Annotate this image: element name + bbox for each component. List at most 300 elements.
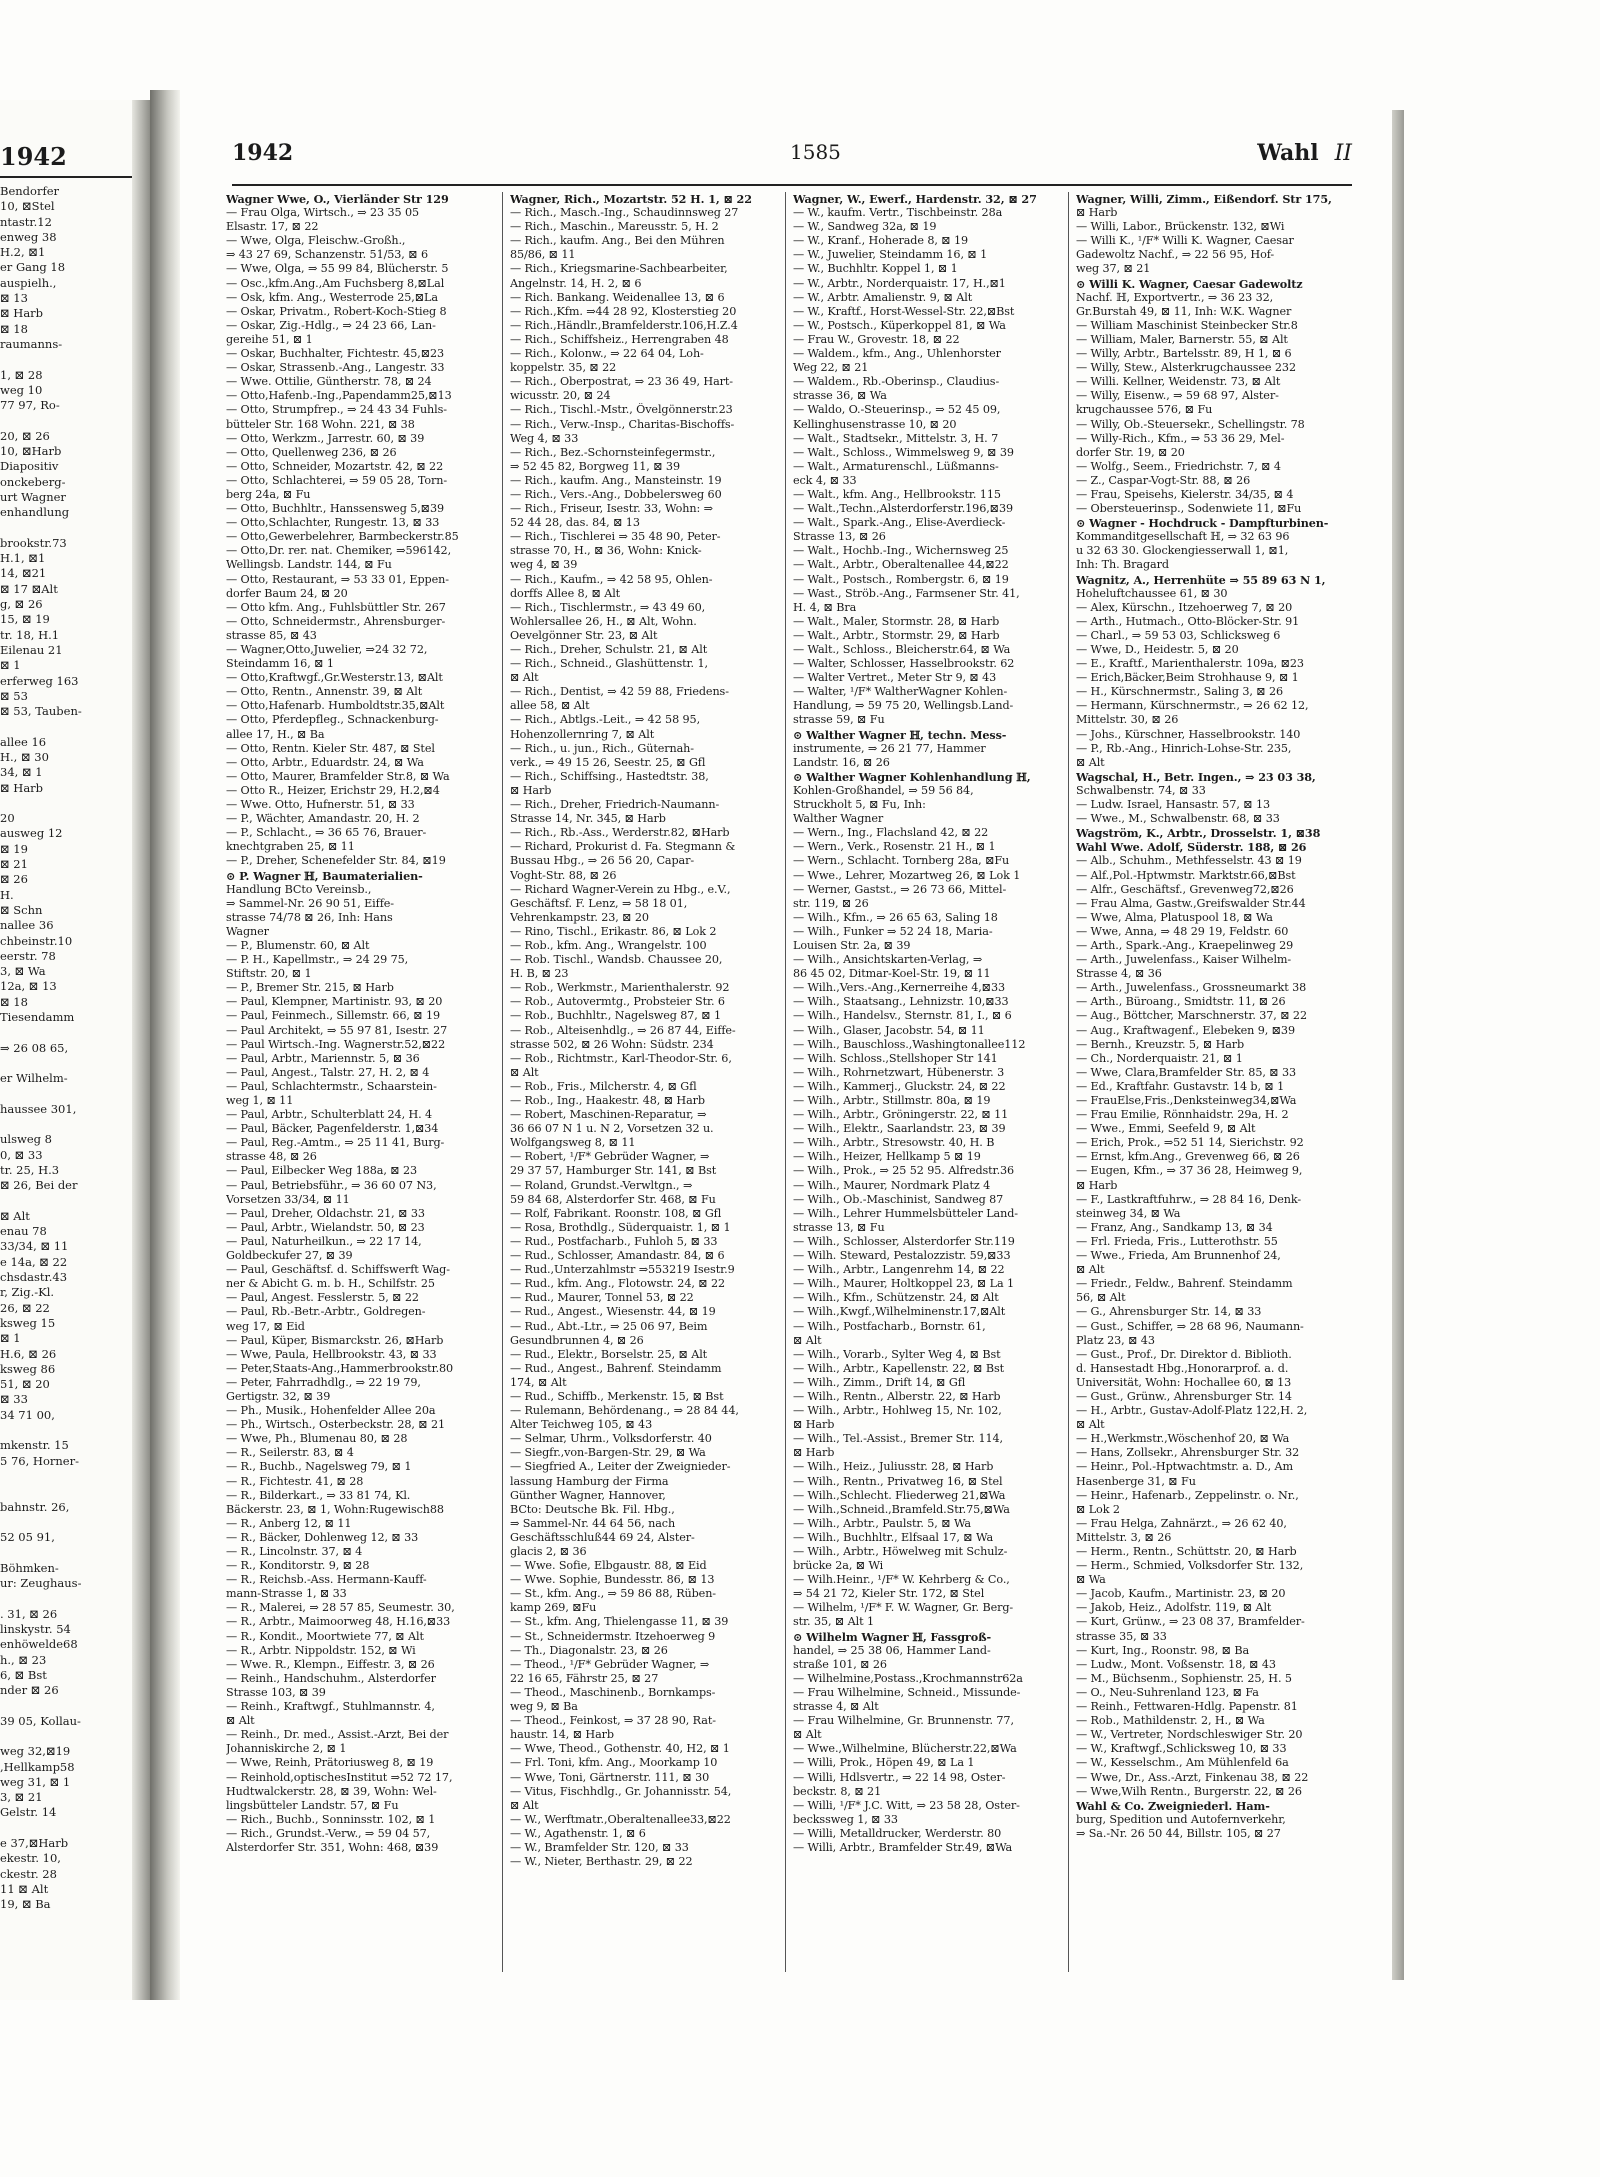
left-page-line: ⇒ 26 08 65, [0, 1040, 69, 1055]
directory-entry-line: u 32 63 30. Glockengiesserwall 1, ⊠1, [1076, 544, 1289, 558]
directory-column-2 [510, 192, 778, 1972]
directory-entry-line: brücke 2a, ⊠ Wi [793, 1559, 884, 1573]
directory-entry-line: — Rich., Grundst.-Verw., ⇒ 59 04 57, [226, 1826, 431, 1840]
header-rule [232, 184, 1352, 186]
directory-entry-line: weg 1, ⊠ 11 [226, 1094, 294, 1107]
left-page-line: ntastr.12 [0, 214, 52, 229]
directory-entry-line: — Wwe, Alma, Platuspool 18, ⊠ Wa [1076, 910, 1273, 924]
left-page-line: ⊠ 26 [0, 872, 28, 887]
directory-entry-line: — Wilh., Heiz., Juliusstr. 28, ⊠ Harb [793, 1460, 994, 1474]
directory-entry-line: — Wern., Ing., Flachsland 42, ⊠ 22 [793, 826, 989, 840]
directory-entry-line: — Wilh., Kammerj., Gluckstr. 24, ⊠ 22 [793, 1079, 1006, 1093]
left-page-line: 52 05 91, [0, 1530, 55, 1545]
directory-entry-line: — Rolf, Fabrikant. Roonstr. 108, ⊠ Gfl [510, 1206, 722, 1220]
directory-entry-line: Wagner [226, 924, 269, 938]
directory-entry-line: — Walt.,Techn.,Alsterdorferstr.196,⊠39 [793, 502, 1013, 516]
directory-entry-line: Vorsetzen 33/34, ⊠ 11 [226, 1192, 350, 1206]
left-page-line: ekestr. 10, [0, 1851, 61, 1866]
left-page-line [0, 1545, 132, 1560]
directory-entry-line: — Robert, ¹/F* Gebrüder Wagner, ⇒ [510, 1150, 710, 1164]
directory-entry-line: — Osc.,kfm.Ang.,Am Fuchsberg 8,⊠Lal [226, 276, 445, 290]
left-page-line: 12a, ⊠ 13 [0, 979, 57, 994]
directory-entry-line: — Rich., Vers.-Ang., Dobbelersweg 60 [510, 487, 722, 501]
directory-entry-line: Strasse 13, ⊠ 26 [793, 530, 886, 544]
directory-entry-line: Weg 22, ⊠ 21 [793, 361, 869, 375]
directory-entry-line: — W., Agathenstr. 1, ⊠ 6 [510, 1826, 646, 1840]
directory-entry-line: Steindamm 16, ⊠ 1 [226, 657, 334, 671]
directory-entry-line: — Paul, Klempner, Martinistr. 93, ⊠ 20 [226, 995, 443, 1009]
directory-entry-line: — Wilh.Heinr., ¹/F* W. Kehrberg & Co., [793, 1573, 1010, 1587]
directory-entry-line: — F., Lastkraftfuhrw., ⇒ 28 84 16, Denk- [1076, 1192, 1302, 1206]
directory-entry-line: ⇒ Sammel-Nr. 44 64 56, nach [510, 1516, 676, 1530]
directory-entry-line: — Otto R., Heizer, Erichstr 29, H.2,⊠4 [226, 783, 440, 797]
directory-entry-line: — Wilh., Elektr., Saarlandstr. 23, ⊠ 39 [793, 1122, 1006, 1136]
directory-entry-line: Voght-Str. 88, ⊠ 26 [510, 868, 617, 882]
directory-entry-line: — Wwe., Frieda, Am Brunnenhof 24, [1076, 1249, 1281, 1263]
directory-entry-line: — Wast., Ströb.-Ang., Farmsener Str. 41, [793, 586, 1020, 600]
directory-entry-line: — Rich., Maschin., Mareusstr. 5, H. 2 [510, 220, 719, 234]
directory-entry-line: — Aug., Kraftwagenf., Elebeken 9, ⊠39 [1076, 1023, 1295, 1037]
directory-entry-line: — Otto, Strumpfrep., ⇒ 24 43 34 Fuhls- [226, 403, 447, 417]
directory-entry-line: — Walt., Stadtsekr., Mittelstr. 3, H. 7 [793, 431, 999, 445]
directory-entry-line: ner & Abicht G. m. b. H., Schilfstr. 25 [226, 1277, 435, 1291]
left-page-line [0, 1056, 132, 1071]
left-page-line: ⊠ Harb [0, 306, 44, 321]
directory-entry-line: — Frl. Toni, kfm. Ang., Moorkamp 10 [510, 1756, 718, 1770]
left-page-line [0, 1515, 132, 1530]
directory-entry-line: mann-Strasse 1, ⊠ 33 [226, 1587, 347, 1601]
left-page-line: 1, ⊠ 28 [0, 367, 43, 382]
directory-entry-line: — Walt., Hochb.-Ing., Wichernsweg 25 [793, 544, 1009, 558]
directory-entry-line: — Wwe, Paula, Hellbrookstr. 43, ⊠ 33 [226, 1347, 437, 1361]
directory-entry-line: — Otto, Maurer, Bramfelder Str.8, ⊠ Wa [226, 769, 450, 783]
left-page-line: ⊠ 18 [0, 994, 28, 1009]
directory-entry-line: — Wilh., Staatsang., Lehnizstr. 10,⊠33 [793, 995, 1009, 1009]
directory-entry-line: lassung Hamburg der Firma [510, 1474, 669, 1488]
directory-entry-line: — W., kaufm. Vertr., Tischbeinstr. 28a [793, 206, 1003, 220]
directory-entry-line: strasse 74/78 ⊠ 26, Inh: Hans [226, 910, 393, 924]
directory-entry-line: — Otto, Schlachterei, ⇒ 59 05 28, Torn- [226, 473, 448, 487]
directory-entry-line: — R., Arbtr., Maimoorweg 48, H.16,⊠33 [226, 1615, 451, 1629]
left-page-line: h., ⊠ 23 [0, 1652, 47, 1667]
directory-entry-line: gereihe 51, ⊠ 1 [226, 332, 313, 346]
directory-entry-line: 59 84 68, Alsterdorfer Str. 468, ⊠ Fu [510, 1192, 716, 1206]
directory-entry-line: — Frau Alma, Gastw.,Greifswalder Str.44 [1076, 896, 1306, 910]
directory-page [180, 100, 1392, 1990]
directory-entry-line: knechtgraben 25, ⊠ 11 [226, 840, 355, 854]
directory-entry-line: — Arth., Juwelenfass., Grossneumarkt 38 [1076, 981, 1307, 995]
left-page-line: ⊠ 18 [0, 321, 28, 336]
directory-entry-line: — Wilh., Ob.-Maschinist, Sandweg 87 [793, 1192, 1004, 1206]
directory-entry-line: Walther Wagner [793, 812, 884, 826]
directory-entry-line: strasse 13, ⊠ Fu [793, 1220, 885, 1234]
directory-entry-line: Struckholt 5, ⊠ Fu, Inh: [793, 798, 926, 812]
directory-entry-line: Wagschal, H., Betr. Ingen., ⇒ 23 03 38, [1076, 769, 1316, 784]
directory-entry-line: — Rob., Mathildenstr. 2, H., ⊠ Wa [1076, 1714, 1265, 1728]
directory-entry-line: — Rud., Schlosser, Amandastr. 84, ⊠ 6 [510, 1249, 725, 1263]
directory-entry-line: — H., Arbtr., Gustav-Adolf-Platz 122,H. 2, [1076, 1404, 1308, 1418]
directory-entry-line: — Heinr., Hafenarb., Zeppelinstr. o. Nr., [1076, 1488, 1299, 1502]
directory-entry-line: — Wern., Schlacht. Tornberg 28a, ⊠Fu [793, 854, 1010, 868]
directory-entry-line: Gadewoltz Nachf., ⇒ 22 56 95, Hof- [1076, 248, 1275, 262]
directory-entry-line: ⊠ Alt [510, 1065, 539, 1079]
directory-entry-line: — Bernh., Kreuzstr. 5, ⊠ Harb [1076, 1037, 1245, 1051]
directory-entry-line: — Alfr., Geschäftsf., Grevenweg72,⊠26 [1076, 882, 1294, 896]
directory-entry-line: ⇒ 54 21 72, Kieler Str. 172, ⊠ Stel [793, 1587, 985, 1601]
left-page-line: 77 97, Ro- [0, 398, 60, 413]
directory-entry-line: — Rich., u. jun., Rich., Güternah- [510, 741, 694, 755]
directory-entry-line: — Otto, Rentn., Annenstr. 39, ⊠ Alt [226, 685, 423, 699]
directory-entry-line: 22 16 65, Fährstr 25, ⊠ 27 [510, 1671, 659, 1685]
left-page-line: 14, ⊠21 [0, 566, 47, 581]
directory-entry-line: — Rich., kaufm. Ang., Bei den Mühren [510, 234, 725, 248]
directory-entry-line: — R., Kondit., Moortwiete 77, ⊠ Alt [226, 1629, 424, 1643]
directory-entry-line: — Paul, Küper, Bismarckstr. 26, ⊠Harb [226, 1333, 444, 1347]
directory-entry-line: Landstr. 16, ⊠ 26 [793, 755, 890, 769]
left-page-gutter-shadow [132, 100, 150, 2000]
directory-entry-line: — Wilh., Glaser, Jacobstr. 54, ⊠ 11 [793, 1023, 985, 1037]
directory-entry-line: str. 35, ⊠ Alt 1 [793, 1615, 874, 1629]
directory-entry-line: — Rich., Schiffsing., Hastedtstr. 38, [510, 769, 709, 783]
left-page-line [0, 1025, 132, 1040]
directory-entry-line: bütteler Str. 168 Wohn. 221, ⊠ 38 [226, 417, 415, 431]
directory-entry-line: — Reinh., Fettwaren-Hdlg. Papenstr. 81 [1076, 1700, 1298, 1714]
directory-entry-line: — Wilh., Postfacharb., Bornstr. 61, [793, 1319, 986, 1333]
directory-entry-line: Strasse 4, ⊠ 36 [1076, 967, 1162, 981]
left-page-line: ⊠ 1 [0, 1331, 21, 1346]
directory-entry-line: — Willy-Rich., Kfm., ⇒ 53 36 29, Mel- [1076, 431, 1285, 445]
directory-entry-line: — Wilh., Kfm., ⇒ 26 65 63, Saling 18 [793, 910, 998, 924]
directory-entry-line: — Walt., kfm. Ang., Hellbrookstr. 115 [793, 487, 1001, 501]
directory-entry-line: Handlung BCto Vereinsb., [226, 882, 372, 896]
directory-entry-line: — Wwe.,Wilhelmine, Blücherstr.22,⊠Wa [793, 1742, 1017, 1756]
directory-entry-line: — Walt., Maler, Stormstr. 28, ⊠ Harb [793, 614, 1000, 628]
directory-entry-line: — Rud., Elektr., Borselstr. 25, ⊠ Alt [510, 1347, 708, 1361]
directory-entry-line: — R., Lincolnstr. 37, ⊠ 4 [226, 1545, 363, 1558]
directory-entry-line: — Arth., Hutmach., Otto-Blöcker-Str. 91 [1076, 614, 1300, 628]
left-page-line: 0, ⊠ 33 [0, 1147, 43, 1162]
left-page-line: onckeberg- [0, 474, 66, 489]
directory-entry-line: — Osk, kfm. Ang., Westerrode 25,⊠La [226, 290, 438, 304]
directory-entry-line: — Wwe, Toni, Gärtnerstr. 111, ⊠ 30 [510, 1770, 710, 1784]
directory-entry-line: Wahl Wwe. Adolf, Süderstr. 188, ⊠ 26 [1076, 840, 1307, 855]
left-page-line: ur: Zeughaus- [0, 1576, 82, 1591]
directory-entry-line: — P., Schlacht., ⇒ 36 65 76, Brauer- [226, 826, 427, 840]
directory-entry-line: — Otto, Schneider, Mozartstr. 42, ⊠ 22 [226, 459, 444, 473]
left-page-line: H.6, ⊠ 26 [0, 1346, 57, 1361]
left-page-line: 15, ⊠ 19 [0, 612, 50, 627]
directory-entry-line: strasse 85, ⊠ 43 [226, 628, 317, 642]
directory-entry-line: ⊠ Harb [1076, 1178, 1118, 1192]
directory-entry-line: — Rich., Oberpostrat, ⇒ 23 36 49, Hart- [510, 375, 733, 389]
left-page-header-rule [0, 176, 135, 178]
directory-entry-line: Schwalbenstr. 74, ⊠ 33 [1076, 783, 1206, 797]
left-page-header-year: 1942 [0, 142, 67, 171]
directory-entry-line: strasse 502, ⊠ 26 Wohn: Südstr. 234 [510, 1037, 714, 1051]
directory-entry-line: — Walt., Armaturenschl., Lüßmanns- [793, 459, 999, 473]
directory-entry-line: haustr. 14, ⊠ Harb [510, 1728, 614, 1742]
left-page-line: weg 31, ⊠ 1 [0, 1774, 71, 1789]
directory-entry-line: — Wilh., Arbtr., Stillmstr. 80a, ⊠ 19 [793, 1094, 991, 1107]
directory-entry-line: — Selmar, Uhrm., Volksdorferstr. 40 [510, 1432, 712, 1446]
directory-entry-line: — Rob., Alteisenhdlg., ⇒ 26 87 44, Eiffe- [510, 1023, 736, 1037]
directory-entry-line: — Rob., Fris., Milcherstr. 4, ⊠ Gfl [510, 1079, 697, 1093]
directory-entry-line: — R., Fichtestr. 41, ⊠ 28 [226, 1474, 364, 1488]
directory-entry-line: — Ludw., Mont. Voßsenstr. 18, ⊠ 43 [1076, 1657, 1276, 1671]
directory-entry-line: — Theod., Feinkost, ⇒ 37 28 90, Rat- [510, 1714, 716, 1728]
directory-entry-line: Hohenzollernring 7, ⊠ Alt [510, 727, 655, 741]
directory-entry-line: — Rich., Friseur, Isestr. 33, Wohn: ⇒ [510, 502, 713, 516]
directory-entry-line: — Ph., Musik., Hohenfelder Allee 20a [226, 1404, 436, 1418]
directory-entry-line: ⊠ Alt [510, 671, 539, 685]
directory-entry-line: — Rich., Tischl.-Mstr., Övelgönnerstr.23 [510, 403, 733, 417]
left-page-line: 34 71 00, [0, 1407, 55, 1422]
directory-entry-line: — Heinr., Pol.-Hptwachtmstr. a. D., Am [1076, 1460, 1294, 1474]
directory-entry-line: — Wilh., Tel.-Assist., Bremer Str. 114, [793, 1432, 1003, 1446]
left-page-line: 11 ⊠ Alt [0, 1881, 49, 1896]
directory-entry-line: 52 44 28, das. 84, ⊠ 13 [510, 516, 640, 530]
directory-entry-line: — O., Neu-Suhrenland 123, ⊠ Fa [1076, 1685, 1259, 1699]
directory-entry-line: — Reinh., Handschuhm., Alsterdorfer [226, 1671, 436, 1685]
directory-entry-line: — William, Maler, Barnerstr. 55, ⊠ Alt [1076, 332, 1288, 346]
directory-entry-line: 36 66 07 N 1 u. N 2, Vorsetzen 32 u. [510, 1122, 714, 1136]
directory-entry-line: ⊠ Alt [1076, 755, 1105, 769]
directory-entry-line: — Wilh., Arbtr., Stresowstr. 40, H. B [793, 1136, 995, 1150]
directory-entry-line: — Wwe, Ph., Blumenau 80, ⊠ 28 [226, 1432, 408, 1446]
directory-entry-line: — Rud., kfm. Ang., Flotowstr. 24, ⊠ 22 [510, 1277, 726, 1291]
directory-entry-line: — Peter,Staats-Ang.,Hammerbrookstr.80 [226, 1361, 454, 1375]
directory-entry-line: — Paul, Bäcker, Pagenfelderstr. 1,⊠34 [226, 1122, 439, 1136]
left-page-line: ,Hellkamp58 [0, 1759, 75, 1774]
directory-entry-line: BCto: Deutsche Bk. Fil. Hbg., [510, 1502, 675, 1516]
left-page-line: ksweg 15 [0, 1315, 56, 1330]
directory-entry-line: ⊙ Walther Wagner Kohlenhandlung ℍ, [793, 769, 1031, 784]
left-page-line: enweg 38 [0, 229, 57, 244]
directory-entry-line: ⊙ Wilhelm Wagner ℍ, Fassgroß- [793, 1629, 992, 1644]
left-page-line: H.2, ⊠1 [0, 245, 46, 260]
directory-entry-line: — Kurt, Ing., Roonstr. 98, ⊠ Ba [1076, 1643, 1250, 1657]
directory-entry-line: — Wwe. Ottilie, Güntherstr. 78, ⊠ 24 [226, 375, 432, 389]
directory-entry-line: Gertigstr. 32, ⊠ 39 [226, 1389, 331, 1403]
directory-entry-line: — Willi. Kellner, Weidenstr. 73, ⊠ Alt [1076, 375, 1281, 389]
column-divider [1068, 192, 1069, 1972]
left-page-line: chbeinstr.10 [0, 933, 73, 948]
directory-entry-line: — Z., Caspar-Vogt-Str. 88, ⊠ 26 [1076, 473, 1251, 487]
directory-entry-line: — Wilh., Arbtr., Paulstr. 5, ⊠ Wa [793, 1516, 971, 1530]
left-page-line: haussee 301, [0, 1101, 77, 1116]
directory-entry-line: ⇒ Sammel-Nr. 26 90 51, Eiffe- [226, 896, 394, 910]
left-page-line: 20, ⊠ 26 [0, 428, 50, 443]
directory-entry-line: — Paul, Arbtr., Mariennstr. 5, ⊠ 36 [226, 1051, 420, 1065]
directory-entry-line: Geschäftsf. F. Lenz, ⇒ 58 18 01, [510, 896, 688, 910]
directory-entry-line: weg 9, ⊠ Ba [510, 1700, 578, 1714]
directory-entry-line: — Frau Wilhelmine, Gr. Brunnenstr. 77, [793, 1714, 1014, 1728]
left-page-line [0, 1698, 132, 1713]
directory-entry-line: 56, ⊠ Alt [1076, 1291, 1126, 1305]
directory-entry-line: — Rich., Schneid., Glashüttenstr. 1, [510, 657, 708, 671]
directory-entry-line: — Wilh., Prok., ⇒ 25 52 95. Alfredstr.36 [793, 1164, 1015, 1178]
directory-entry-line: — Gust., Schiffer, ⇒ 28 68 96, Naumann- [1076, 1319, 1304, 1333]
left-page-line: enhandlung [0, 505, 70, 520]
directory-entry-line: dorffs Allee 8, ⊠ Alt [510, 586, 621, 600]
directory-entry-line: — Wilhelmine,Postass.,Krochmannstr62a [793, 1671, 1023, 1685]
directory-entry-line: — Wilhelm, ¹/F* F. W. Wagner, Gr. Berg- [793, 1601, 1014, 1615]
left-page-line: ⊠ 21 [0, 857, 28, 872]
directory-entry-line: Kommanditgesellschaft ℍ, ⇒ 32 63 96 [1076, 530, 1290, 544]
left-page-line [0, 1194, 132, 1209]
directory-entry-line: — Wilh., Vorarb., Sylter Weg 4, ⊠ Bst [793, 1347, 1001, 1361]
directory-entry-line: lingsbütteler Landstr. 57, ⊠ Fu [226, 1798, 399, 1812]
directory-entry-line: Hoheluftchaussee 61, ⊠ 30 [1076, 586, 1228, 600]
directory-entry-line: — Willy, Stew., Alsterkrugchaussee 232 [1076, 361, 1296, 375]
directory-entry-line: — Paul, Naturheilkun., ⇒ 22 17 14, [226, 1234, 422, 1248]
directory-entry-line: — Oskar, Privatm., Robert-Koch-Stieg 8 [226, 304, 447, 318]
running-head-section: II [1334, 141, 1352, 166]
directory-entry-line: ⊠ Lok 2 [1076, 1502, 1120, 1516]
directory-entry-line: — Otto,Schlachter, Rungestr. 13, ⊠ 33 [226, 516, 440, 530]
directory-column-1 [226, 192, 494, 1972]
directory-entry-line: — Paul, Feinmech., Sillemstr. 66, ⊠ 19 [226, 1009, 441, 1023]
directory-entry-line: instrumente, ⇒ 26 21 77, Hammer [793, 741, 986, 755]
left-page-line: 6, ⊠ Bst [0, 1667, 47, 1682]
directory-entry-line: — Rich., Buchb., Sonninsstr. 102, ⊠ 1 [226, 1812, 436, 1826]
left-page-line: 10, ⊠Harb [0, 444, 62, 459]
directory-entry-line: — Rob., Buchhltr., Nagelsweg 87, ⊠ 1 [510, 1009, 721, 1023]
left-page-line: g, ⊠ 26 [0, 597, 43, 612]
directory-entry-line: kamp 269, ⊠Fu [510, 1601, 597, 1615]
directory-entry-line: — Wilh., Maurer, Holtkoppel 23, ⊠ La 1 [793, 1277, 1015, 1291]
directory-entry-line: — Alb., Schuhm., Methfesselstr. 43 ⊠ 19 [1076, 854, 1302, 868]
directory-entry-line: strasse 70, H., ⊠ 36, Wohn: Knick- [510, 544, 702, 558]
directory-entry-line: — Rulemann, Behördenang., ⇒ 28 84 44, [510, 1404, 739, 1418]
directory-entry-line: — Otto,Gewerbelehrer, Barmbeckerstr.85 [226, 530, 459, 544]
left-page-line [0, 1821, 132, 1836]
directory-entry-line: allee 58, ⊠ Alt [510, 699, 590, 713]
directory-entry-line: — Walt., Postsch., Rombergstr. 6, ⊠ 19 [793, 572, 1009, 586]
directory-entry-line: — Oskar, Strassenb.-Ang., Langestr. 33 [226, 361, 445, 375]
directory-entry-line: strasse 59, ⊠ Fu [793, 713, 885, 727]
directory-entry-line: H. B, ⊠ 23 [510, 967, 569, 981]
directory-entry-line: — Paul, Angest., Talstr. 27, H. 2, ⊠ 4 [226, 1065, 430, 1079]
left-page-line: auspielh., [0, 275, 57, 290]
directory-entry-line: — Frau, Speisehs, Kielerstr. 34/35, ⊠ 4 [1076, 487, 1294, 501]
directory-entry-line: — Reinh., Kraftwgf., Stuhlmannstr. 4, [226, 1700, 435, 1714]
directory-entry-line: — Herm., Rentn., Schüttstr. 20, ⊠ Harb [1076, 1545, 1297, 1558]
left-page-line: raumanns- [0, 336, 63, 351]
directory-entry-line: — William Maschinist Steinbecker Str.8 [1076, 318, 1298, 332]
directory-entry-line: — Wolfg., Seem., Friedrichstr. 7, ⊠ 4 [1076, 459, 1281, 473]
directory-entry-line: — Rob., Werkmstr., Marienthalerstr. 92 [510, 981, 730, 995]
directory-entry-line: — Willi, Prok., Höpen 49, ⊠ La 1 [793, 1756, 975, 1770]
directory-entry-line: — Peter, Fahrradhdlg., ⇒ 22 19 79, [226, 1375, 421, 1389]
directory-entry-line: — Willy, Arbtr., Bartelsstr. 89, H 1, ⊠ 6 [1076, 347, 1292, 361]
left-page-line [0, 719, 132, 734]
directory-entry-line: dorfer Baum 24, ⊠ 20 [226, 586, 348, 600]
directory-entry-line: koppelstr. 35, ⊠ 22 [510, 361, 617, 375]
directory-entry-line: — Gust., Grünw., Ahrensburger Str. 14 [1076, 1389, 1292, 1403]
left-page-line [0, 1591, 132, 1606]
left-page-line: e 37,⊠Harb [0, 1836, 69, 1851]
directory-entry-line: — Johs., Kürschner, Hasselbrookstr. 140 [1076, 727, 1301, 741]
directory-entry-line: — St., Schneidermstr. Itzehoerweg 9 [510, 1629, 716, 1643]
column-divider [785, 192, 786, 1972]
directory-entry-line: Goldbeckufer 27, ⊠ 39 [226, 1249, 353, 1263]
directory-entry-line: — Richard Wagner-Verein zu Hbg., e.V., [510, 882, 731, 896]
directory-entry-line: — Wilh., Schlosser, Alsterdorfer Str.119 [793, 1234, 1015, 1248]
page-edge-shadow [1392, 110, 1404, 1980]
directory-entry-line: — W., Nieter, Berthastr. 29, ⊠ 22 [510, 1855, 693, 1869]
left-page-line: ⊠ 17 ⊠Alt [0, 581, 58, 596]
directory-entry-line: — Paul, Reg.-Amtm., ⇒ 25 11 41, Burg- [226, 1136, 445, 1150]
directory-entry-line: Universität, Wohn: Hochallee 60, ⊠ 13 [1076, 1375, 1292, 1389]
directory-entry-line: — Wwe. Otto, Hufnerstr. 51, ⊠ 33 [226, 798, 415, 812]
left-page-line: ksweg 86 [0, 1361, 56, 1376]
directory-entry-line: Elsastr. 17, ⊠ 22 [226, 220, 319, 234]
directory-entry-line: Geschäftsschluß44 69 24, Alster- [510, 1530, 695, 1544]
left-page-line: r, Zig.-Kl. [0, 1285, 55, 1300]
directory-entry-line: — Paul Architekt, ⇒ 55 97 81, Isestr. 27 [226, 1023, 448, 1037]
left-page-line [0, 1729, 132, 1744]
left-page-line: ⊠ 1 [0, 658, 21, 673]
left-page-line: 39 05, Kollau- [0, 1713, 81, 1728]
directory-entry-line: — Vitus, Fischhdlg., Gr. Johannisstr. 54, [510, 1784, 732, 1798]
directory-entry-line: ⊠ Alt [793, 1333, 822, 1347]
directory-entry-line: d. Hansestadt Hbg.,Honorarprof. a. d. [1076, 1361, 1289, 1375]
directory-entry-line: — Frau Emilie, Rönnhaidstr. 29a, H. 2 [1076, 1108, 1289, 1122]
directory-entry-line: — W., Kranf., Hoherade 8, ⊠ 19 [793, 234, 969, 248]
directory-entry-line: — Reinhold,optischesInstitut ⇒52 72 17, [226, 1770, 453, 1784]
directory-entry-line: — Wilh., Maurer, Nordmark Platz 4 [793, 1178, 991, 1192]
directory-entry-line: — Oskar, Buchhalter, Fichtestr. 45,⊠23 [226, 347, 445, 361]
directory-entry-line: Wolfgangsweg 8, ⊠ 11 [510, 1136, 636, 1150]
left-page-line: . 31, ⊠ 26 [0, 1606, 58, 1621]
directory-entry-line: Platz 23, ⊠ 43 [1076, 1333, 1155, 1347]
directory-entry-line: — Wilh., Heizer, Hellkamp 5 ⊠ 19 [793, 1150, 981, 1164]
directory-entry-line: ⇒ Sa.-Nr. 26 50 44, Billstr. 105, ⊠ 27 [1076, 1826, 1281, 1840]
directory-entry-line: — Theod., Maschinenb., Bornkamps- [510, 1685, 716, 1699]
directory-entry-line: — W., Buchhltr. Koppel 1, ⊠ 1 [793, 262, 958, 276]
directory-entry-line: — P., Rb.-Ang., Hinrich-Lohse-Str. 235, [1076, 741, 1292, 755]
directory-entry-line: — Frl. Frieda, Fris., Lutterothstr. 55 [1076, 1234, 1278, 1248]
directory-entry-line: — Wilh., Bauschloss.,Washingtonallee112 [793, 1037, 1026, 1051]
directory-entry-line: — W., Kesselschm., Am Mühlenfeld 6a [1076, 1756, 1289, 1770]
directory-entry-line: — W., Arbtr., Norderquaistr. 17, H.,⊠1 [793, 276, 1006, 290]
directory-entry-line: — Alf.,Pol.-Hptwmstr. Marktstr.66,⊠Bst [1076, 868, 1296, 882]
directory-entry-line: — E., Kraftf., Marienthalerstr. 109a, ⊠23 [1076, 657, 1304, 671]
directory-entry-line: Günther Wagner, Hannover, [510, 1488, 666, 1502]
left-page-line: ⊠ Harb [0, 780, 44, 795]
directory-entry-line: — Wilh., Arbtr., Kapellenstr. 22, ⊠ Bst [793, 1361, 1005, 1375]
directory-entry-line: eck 4, ⊠ 33 [793, 473, 857, 487]
directory-entry-line: — Wwe. Sophie, Bundesstr. 86, ⊠ 13 [510, 1573, 715, 1587]
directory-entry-line: — Wilh. Schloss.,Stellshoper Str 141 [793, 1051, 998, 1065]
directory-entry-line: 86 45 02, Ditmar-Koel-Str. 19, ⊠ 11 [793, 967, 991, 981]
left-page-line: nallee 36 [0, 918, 54, 933]
directory-entry-line: — Paul, Rb.-Betr.-Arbtr., Goldregen- [226, 1305, 426, 1319]
directory-entry-line: — Rob., Autovermtg., Probsteier Str. 6 [510, 995, 725, 1009]
directory-entry-line: — Wwe, Reinh, Prätoriusweg 8, ⊠ 19 [226, 1756, 434, 1770]
directory-entry-line: — Ch., Norderquaistr. 21, ⊠ 1 [1076, 1051, 1243, 1065]
directory-entry-line: — Eugen, Kfm., ⇒ 37 36 28, Heimweg 9, [1076, 1164, 1303, 1178]
directory-entry-line: — Arth., Büroang., Smidtstr. 11, ⊠ 26 [1076, 995, 1286, 1009]
left-page-line: ⊠ 26, Bei der [0, 1178, 78, 1193]
directory-entry-line: — Wwe., Lehrer, Mozartweg 26, ⊠ Lok 1 [793, 868, 1021, 882]
directory-entry-line: — Rino, Tischl., Erikastr. 86, ⊠ Lok 2 [510, 924, 717, 938]
directory-entry-line: — Rud., Angest., Bahrenf. Steindamm [510, 1361, 722, 1375]
directory-column-3 [793, 192, 1061, 1972]
directory-entry-line: — Obersteuerinsp., Sodenwiete 11, ⊠Fu [1076, 502, 1302, 516]
directory-entry-line: ⊠ Alt [1076, 1263, 1105, 1277]
